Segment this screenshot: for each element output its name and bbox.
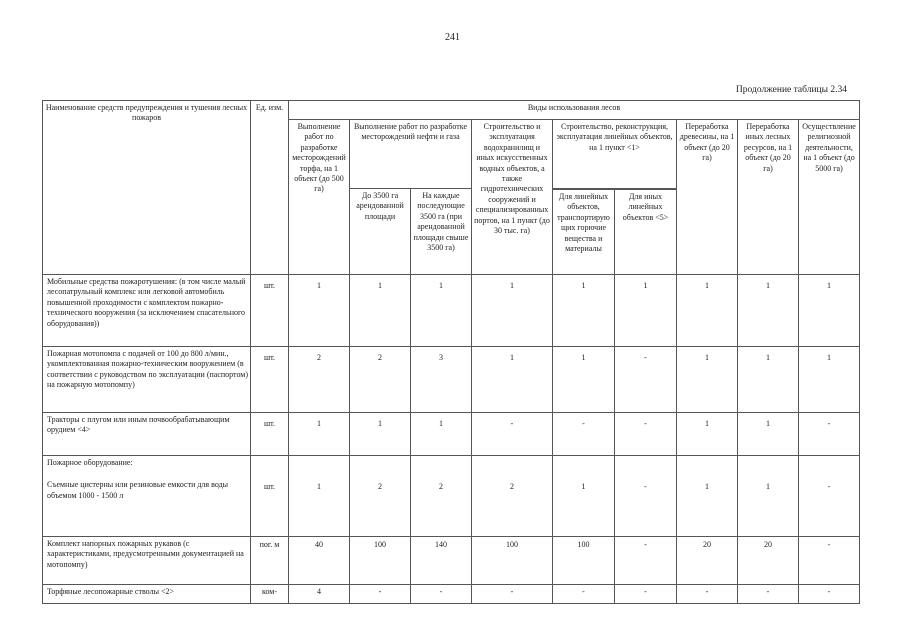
row-unit: шт. bbox=[251, 275, 289, 347]
row-value: 1 bbox=[472, 347, 553, 413]
row-value: 2 bbox=[472, 456, 553, 537]
row-value: 1 bbox=[799, 347, 860, 413]
row-value: - bbox=[553, 585, 615, 604]
row-value: 1 bbox=[615, 275, 677, 347]
row-value: 1 bbox=[738, 347, 799, 413]
row-value: 1 bbox=[677, 347, 738, 413]
row-value: 1 bbox=[411, 413, 472, 456]
row-value: - bbox=[799, 413, 860, 456]
page-number: 241 bbox=[445, 32, 460, 43]
row-name: Тракторы с плугом или иным почвообрабатывающим орудием <4> bbox=[43, 413, 251, 456]
row-value: - bbox=[615, 456, 677, 537]
row-value: 1 bbox=[738, 413, 799, 456]
row-value: 4 bbox=[289, 585, 350, 604]
row-value: 2 bbox=[289, 347, 350, 413]
row-value: 3 bbox=[411, 347, 472, 413]
table-row bbox=[43, 585, 860, 604]
header-religious: Осуществление религиозной деятельности, на 1 объект (до 5000 га) bbox=[799, 120, 860, 275]
row-unit: шт. bbox=[251, 347, 289, 413]
row-value: 100 bbox=[553, 537, 615, 585]
header-construction: Строительство и эксплуатация водохранилищ и иных искусственных водных объектов, а также гидротехнических сооружений и специализированных портов, на 1 пункт (до 30 тыс. га) bbox=[472, 120, 553, 275]
row-value: - bbox=[738, 585, 799, 604]
header-oil-b: На каждые последующие 3500 га (при арендованной площади свыше 3500 га) bbox=[411, 189, 472, 275]
row-value: - bbox=[472, 585, 553, 604]
row-value: 40 bbox=[289, 537, 350, 585]
row-section-title: Пожарное оборудование: bbox=[47, 458, 133, 467]
table-row bbox=[43, 275, 860, 347]
header-linear-a: Для линейных объектов, транспортирующих горючие вещества и материалы bbox=[553, 190, 615, 275]
row-value: - bbox=[411, 585, 472, 604]
row-value: - bbox=[615, 413, 677, 456]
row-name: Комплект напорных пожарных рукавов (с характеристиками, предусмотренными документацией на мотопомпу) bbox=[43, 537, 251, 585]
header-linear: Строительство, реконструкция, эксплуатация линейных объектов, на 1 пункт <1> bbox=[553, 120, 677, 189]
row-value: 2 bbox=[350, 456, 411, 537]
row-name: Мобильные средства пожаротушения: (в том числе малый лесопатрульный комплекс или легковой автомобиль повышенной проходимости с комплектом пожарно-технического вооружения (за исключением спасательного оборудования)) bbox=[43, 275, 251, 347]
row-value: 1 bbox=[289, 413, 350, 456]
row-value: 1 bbox=[553, 275, 615, 347]
row-value: - bbox=[799, 456, 860, 537]
row-unit: пог. м bbox=[251, 537, 289, 585]
table-row bbox=[43, 537, 860, 585]
row-value: 1 bbox=[799, 275, 860, 347]
header-resources: Переработка иных лесных ресурсов, на 1 объект (до 20 га) bbox=[738, 120, 799, 275]
row-value: 20 bbox=[738, 537, 799, 585]
row-unit: шт. bbox=[251, 413, 289, 456]
row-value: 1 bbox=[350, 275, 411, 347]
row-name: Пожарная мотопомпа с подачей от 100 до 800 л/мин., укомплектованная пожарно-техническим вооружением (в соответствии с руководством по эксплуатации (паспортом) на пожарную мотопомпу) bbox=[43, 347, 251, 413]
row-unit: шт. bbox=[251, 456, 289, 537]
table-row bbox=[43, 456, 860, 537]
table-row bbox=[43, 347, 860, 413]
row-value: - bbox=[472, 413, 553, 456]
row-value: - bbox=[615, 585, 677, 604]
row-value: 1 bbox=[677, 275, 738, 347]
row-value: 1 bbox=[738, 275, 799, 347]
header-linear-b: Для иных линейных объектов <5> bbox=[615, 190, 677, 275]
row-value: - bbox=[615, 347, 677, 413]
table-row bbox=[43, 413, 860, 456]
header-unit: Ед. изм. bbox=[251, 101, 289, 275]
row-unit: ком- bbox=[251, 585, 289, 604]
row-name-text: Съемные цистерны или резиновые емкости для воды объемом 1000 - 1500 л bbox=[47, 480, 229, 500]
row-value: 1 bbox=[289, 275, 350, 347]
row-value: 1 bbox=[738, 456, 799, 537]
row-value: - bbox=[799, 585, 860, 604]
row-value: 1 bbox=[553, 347, 615, 413]
row-value: 2 bbox=[411, 456, 472, 537]
row-value: 2 bbox=[350, 347, 411, 413]
row-value: 100 bbox=[472, 537, 553, 585]
row-value: 100 bbox=[350, 537, 411, 585]
row-value: 1 bbox=[677, 413, 738, 456]
equipment-table bbox=[42, 100, 860, 604]
row-name: Торфяные лесопожарные стволы <2> bbox=[43, 585, 251, 604]
row-value: 1 bbox=[677, 456, 738, 537]
row-value: 1 bbox=[553, 456, 615, 537]
row-name bbox=[43, 456, 251, 537]
table-continuation-label: Продолжение таблицы 2.34 bbox=[735, 85, 847, 95]
row-value: - bbox=[615, 537, 677, 585]
row-value: 1 bbox=[350, 413, 411, 456]
row-value: - bbox=[677, 585, 738, 604]
header-wood: Переработка древесины, на 1 объект (до 20 га) bbox=[677, 120, 738, 275]
header-oil: Выполнение работ по разработке месторождений нефти и газа bbox=[350, 120, 472, 189]
row-value: 1 bbox=[411, 275, 472, 347]
row-value: - bbox=[799, 537, 860, 585]
row-value: - bbox=[553, 413, 615, 456]
row-value: 1 bbox=[472, 275, 553, 347]
header-name: Наименование средств предупреждения и тушения лесных пожаров bbox=[43, 101, 251, 275]
header-uses: Виды использования лесов bbox=[289, 101, 860, 120]
row-value: 1 bbox=[289, 456, 350, 537]
row-value: 140 bbox=[411, 537, 472, 585]
row-value: - bbox=[350, 585, 411, 604]
header-oil-a: До 3500 га арендованной площади bbox=[350, 189, 411, 275]
header-peat: Выполнение работ по разработке месторождений торфа, на 1 объект (до 500 га) bbox=[289, 120, 350, 275]
row-value: 20 bbox=[677, 537, 738, 585]
